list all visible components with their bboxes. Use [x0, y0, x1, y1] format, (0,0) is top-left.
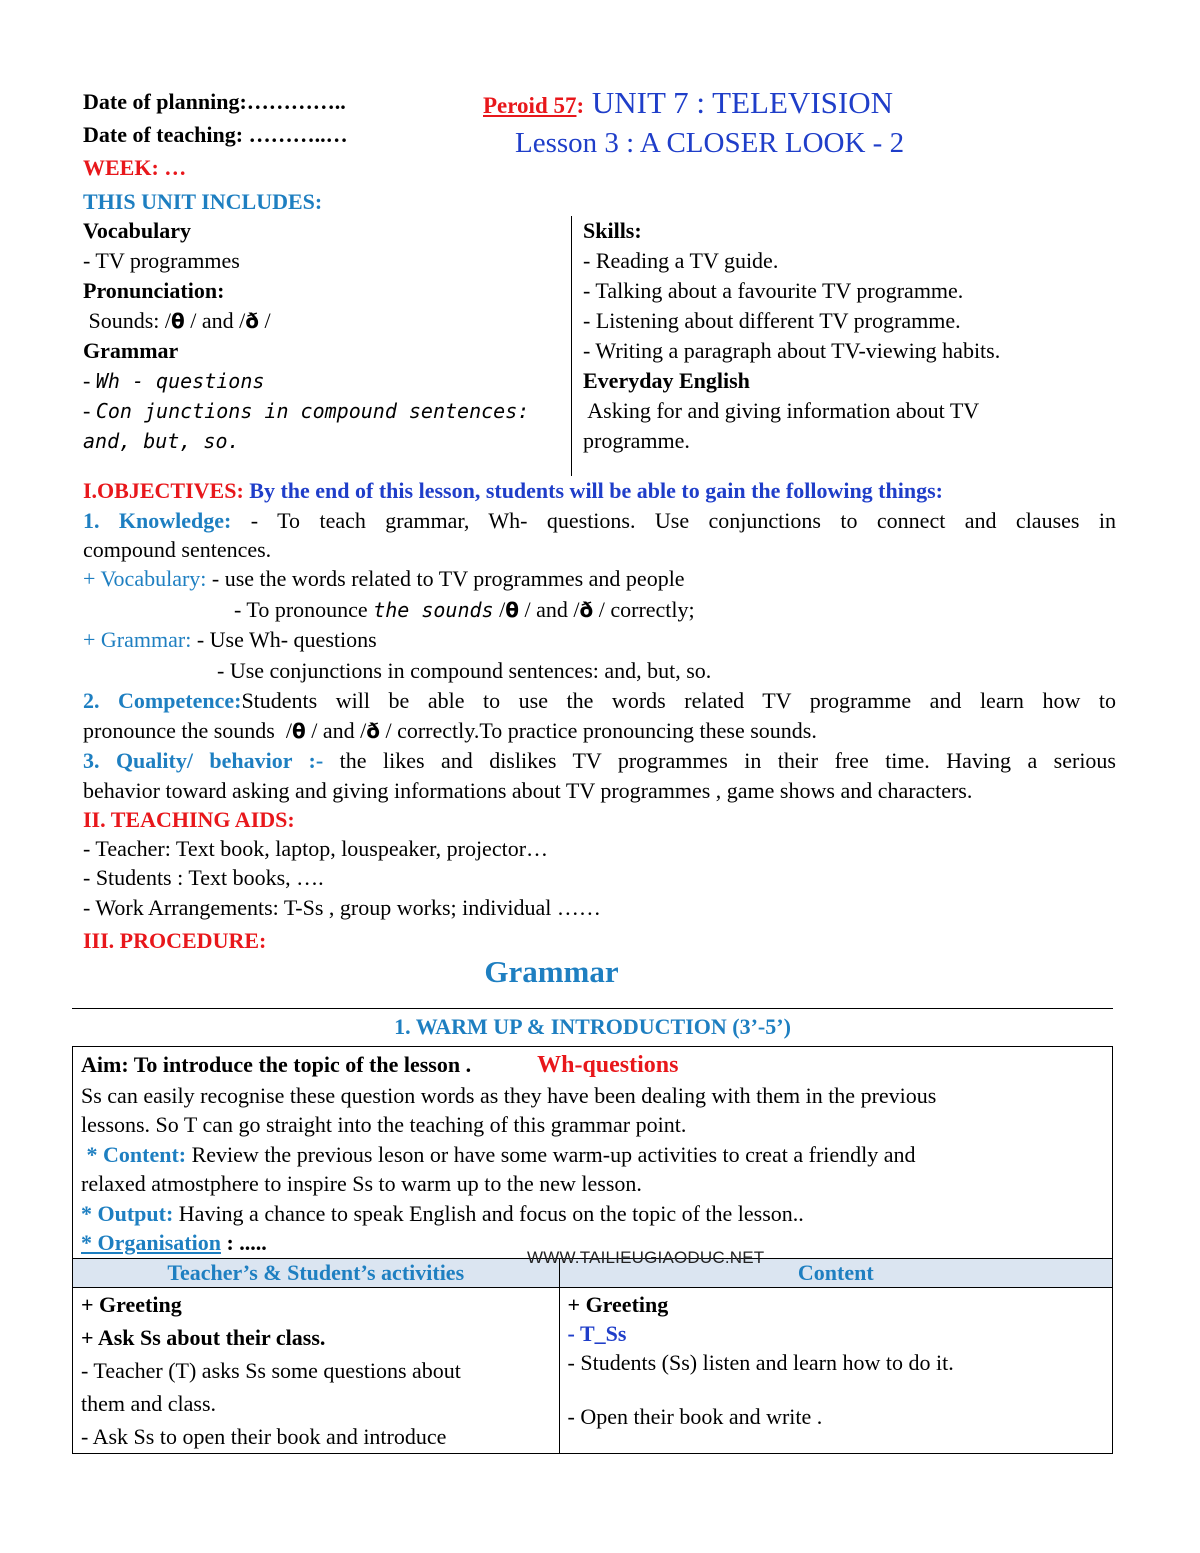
competence-line: 2. Competence:Students will be able to use the words related TV programme and learn how to — [83, 688, 1116, 713]
content-item: - T_Ss — [567, 1320, 627, 1346]
content-item: - Students (Ss) listen and learn how to do it. — [567, 1349, 954, 1375]
aim-paragraph: Ss can easily recognise these question words as they have been dealing with them in the previous — [81, 1082, 937, 1108]
grammar-label: + Grammar: — [83, 627, 192, 652]
date-of-teaching: Date of teaching: ………..… — [83, 122, 348, 147]
content-cell — [559, 1287, 1112, 1453]
quality-line: 3. Quality/ behavior :- the likes and dislikes TV programmes in their free time. Having a serious — [83, 748, 1116, 773]
unit-includes-right — [583, 216, 1103, 456]
grammar-objective-2: - Use conjunctions in compound sentences: and, but, so. — [217, 658, 712, 683]
teaching-aids-label: II. TEACHING AIDS: — [83, 807, 295, 832]
theta-symbol: θ — [171, 309, 185, 333]
skill-item: - Talking about a favourite TV programme. — [583, 278, 964, 303]
organisation-label: * Organisation — [81, 1230, 221, 1255]
unit-includes-title: THIS UNIT INCLUDES: — [83, 189, 323, 214]
grammar-item-1: - Wh - questions — [83, 368, 265, 393]
activity-item: - Ask Ss to open their book and introduce — [81, 1423, 447, 1449]
grammar-heading: Grammar — [83, 338, 179, 363]
competence-label: 2. Competence: — [83, 688, 242, 713]
teaching-aid-item: - Work Arrangements: T-Ss , group works; individual …… — [83, 895, 601, 920]
knowledge-label: 1. Knowledge: — [83, 508, 232, 533]
grammar-item-2b: and, but, so. — [83, 429, 240, 453]
grammar-section-heading: Grammar — [484, 954, 619, 989]
column-divider — [571, 216, 572, 476]
output-line: * Output: Having a chance to speak English and focus on the topic of the lesson.. — [81, 1200, 804, 1226]
skill-item: - Listening about different TV programme. — [583, 308, 961, 333]
organisation-line: * Organisation : ..... — [81, 1230, 267, 1255]
vocabulary-heading: Vocabulary — [83, 218, 191, 243]
aim-paragraph-2: lessons. So T can go straight into the teaching of this grammar point. — [81, 1112, 687, 1137]
competence-line-2: pronounce the sounds /θ / and /ð / correctly.To practice pronouncing these sounds. — [83, 716, 817, 746]
content-column-header: Content — [559, 1258, 1112, 1287]
knowledge-line: 1. Knowledge: - To teach grammar, Wh- questions. Use conjunctions to connect and clauses in — [83, 508, 1116, 533]
objectives-intro: By the end of this lesson, students will be able to gain the following things: — [243, 478, 943, 503]
teaching-aid-item: - Students : Text books, …. — [83, 865, 324, 890]
aim-topic: Wh-questions — [537, 1052, 679, 1078]
activities-column-header: Teacher’s & Student’s activities — [73, 1258, 560, 1287]
content-line-2: relaxed atmostphere to inspire Ss to warm up to the new lesson. — [81, 1171, 642, 1196]
vocabulary-item: - TV programmes — [83, 248, 240, 273]
aim-box — [73, 1047, 1113, 1259]
objectives-label: I.OBJECTIVES: — [83, 478, 244, 503]
week-label: WEEK: … — [83, 155, 187, 180]
sounds-line: Sounds: /θ / and /ð / — [83, 306, 563, 336]
eth-symbol: ð — [366, 719, 380, 743]
aim-line — [81, 1050, 1104, 1081]
everyday-english-heading: Everyday English — [583, 368, 750, 393]
lesson-meta — [83, 85, 348, 184]
vocab-objective: + Vocabulary: - use the words related to TV programmes and people — [83, 566, 685, 591]
date-of-planning: Date of planning:………….. — [83, 89, 346, 114]
grammar-item-2: - Con junctions in compound sentences: — [83, 398, 530, 423]
knowledge-line-2: compound sentences. — [83, 537, 272, 562]
grammar-objective: + Grammar: - Use Wh- questions — [83, 627, 377, 652]
content-item: + Greeting — [567, 1291, 669, 1317]
activities-cell — [73, 1287, 560, 1453]
pronunciation-heading: Pronunciation: — [83, 278, 225, 303]
eth-symbol: ð — [245, 309, 260, 333]
period-label: Peroid 57 — [483, 93, 577, 118]
eth-symbol: ð — [579, 598, 594, 622]
activity-item: them and class. — [81, 1390, 217, 1416]
theta-symbol: θ — [505, 598, 519, 622]
content-item: - Open their book and write . — [567, 1403, 823, 1429]
lesson-title-block — [483, 84, 1023, 161]
watermark: WWW.TAILIEUGIAODUC.NET — [527, 1248, 765, 1267]
section-divider — [72, 1008, 1113, 1009]
quality-line-2: behavior toward asking and giving informations about TV programmes , game shows and characters. — [83, 778, 973, 803]
aim-text: Aim: To introduce the topic of the lesson . — [81, 1052, 472, 1077]
skill-item: - Writing a paragraph about TV-viewing habits. — [583, 338, 1001, 363]
quality-label: 3. Quality/ behavior :- — [83, 748, 324, 773]
everyday-english-text-2: programme. — [583, 428, 690, 453]
theta-symbol: θ — [291, 719, 306, 743]
objectives-line — [83, 476, 943, 506]
vocab-label: + Vocabulary: — [83, 566, 207, 591]
procedure-label: III. PROCEDURE: — [83, 928, 267, 953]
warmup-title: 1. WARM UP & INTRODUCTION (3’-5’) — [394, 1014, 791, 1039]
content-line: * Content: Review the previous leson or have some warm-up activities to creat a friendly and — [81, 1141, 916, 1167]
unit-includes-left — [83, 216, 563, 456]
activity-item: + Greeting — [81, 1291, 182, 1317]
pronounce-objective: - To pronounce the sounds /θ / and /ð / correctly; — [234, 595, 695, 625]
unit-title: UNIT 7 : TELEVISION — [591, 85, 893, 120]
lesson-title: Lesson 3 : A CLOSER LOOK - 2 — [515, 127, 905, 159]
activity-item: - Teacher (T) asks Ss some questions about — [81, 1357, 461, 1383]
everyday-english-text: Asking for and giving information about TV — [583, 398, 980, 423]
teaching-aid-item: - Teacher: Text book, laptop, louspeaker, projector… — [83, 836, 549, 861]
activity-item: + Ask Ss about their class. — [81, 1324, 326, 1350]
skills-heading: Skills: — [583, 218, 642, 243]
skill-item: - Reading a TV guide. — [583, 248, 779, 273]
period-colon: : — [576, 93, 585, 118]
output-label: * Output: — [81, 1200, 174, 1226]
content-label: * Content: — [81, 1141, 187, 1167]
